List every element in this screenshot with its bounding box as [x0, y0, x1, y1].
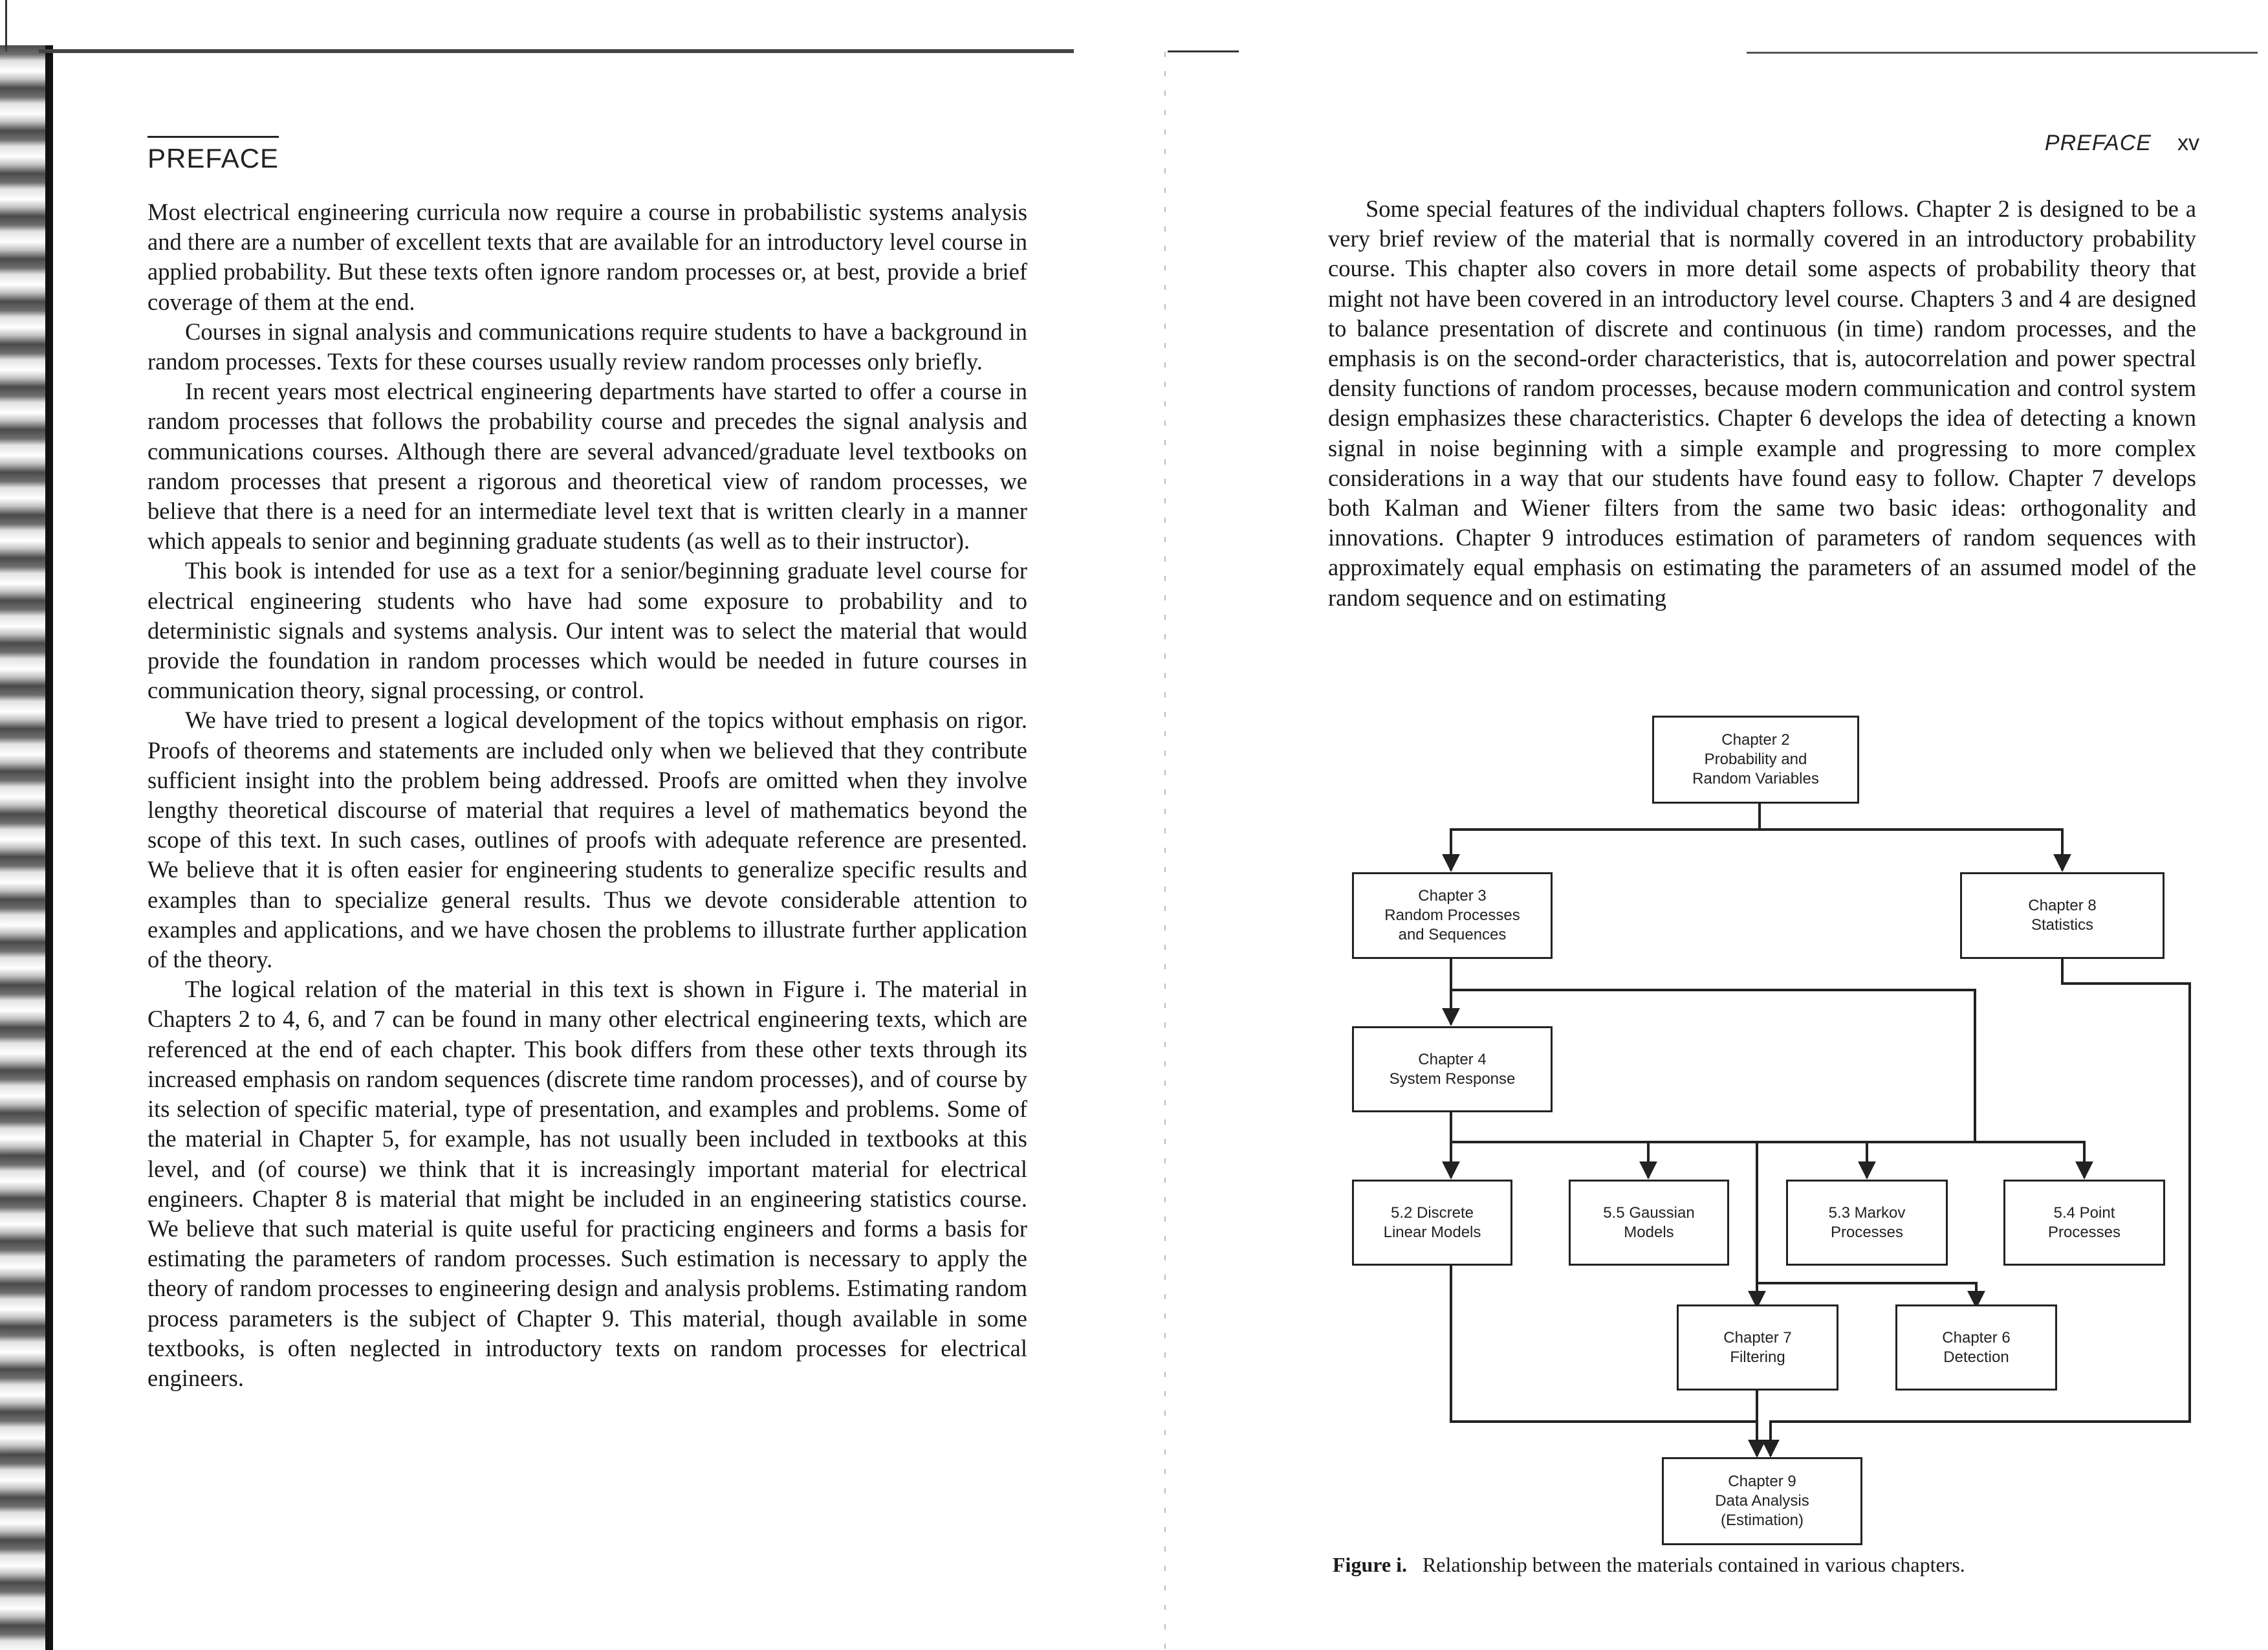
box-chapter-9 — [1662, 1457, 1862, 1545]
box-section-5-4 — [2003, 1180, 2165, 1266]
preface-paragraph-1: Most electrical engineering curricula now require a course in probabilistic systems analysis and there are a number of excellent texts that are available for an introductory level course in applied probability. But these texts often ignore random processes or, at best, provide a brief coverage of them at the end. — [147, 199, 1027, 315]
figure-caption-text: Relationship between the materials contained in various chapters. — [1422, 1553, 1965, 1576]
preface-paragraph-6: The logical relation of the material in this text is shown in Figure i. The material in Chapters 2 to 4, 6, and 7 can be found in many other electrical engineering texts, which are referenced at the end of each chapter. This book differs from these other texts through its increased emphasis on random sequences (discrete time random processes), and of course by its selection of specific material, type of presentation, and examples and problems. Some of the material in Chapter 5, for example, has not usually been included in textbooks at this level, and (of course) we think that it is increasingly important material for electrical engineers. Chapter 8 is material that might be included in an engineering statistics course. We believe that such material is quite useful for practicing engineers and forms a basis for estimating the parameters of random processes. Such estimation is necessary to apply the theory of random processes to engineering design and analysis problems. Estimating random process parameters is the subject of Chapter 9. This material, though available in some textbooks, is often neglected in introductory texts on random processes for electrical engineers. — [147, 976, 1027, 1391]
box-chapter-3 — [1352, 872, 1553, 959]
box-chapter-8 — [1960, 872, 2164, 959]
box-chapter-6 — [1895, 1304, 2057, 1391]
features-paragraph: Some special features of the individual chapters follows. Chapter 2 is designed to be a very brief review of the material that is normally covered in an introductory probability course. This chapter also covers in more detail some aspects of probability theory that might not have been covered in an introductory level course. Chapters 3 and 4 are designed to balance presentation of discrete and continuous (in time) random processes, and the emphasis is on the second-order characteristics, that is, autocorrelation and power spectral density functions of random processes, because modern communication and control system design emphasizes these characteristics. Chapter 6 develops the idea of detecting a known signal in noise beginning with a simple example and progressing to more complex considerations in a way that our students have found easy to follow. Chapter 7 develops both Kalman and Wiener filters from the same two basic ideas: orthogonality and innovations. Chapter 9 introduces estimation of parameters of random sequences with approximately equal emphasis on estimating the parameters of an assumed model of the random sequence and on estimating — [1328, 195, 2196, 611]
preface-paragraph-3: In recent years most electrical engineering departments have started to offer a course in random processes that follows the probability course and precedes the signal analysis and communications courses. Although there are several advanced/graduate level textbooks on random processes that present a rigorous and theoretical view of random processes, we believe that there is a need for an intermediate level text that is written clearly in a manner which appeals to senior and beginning graduate students (as well as to their instructor). — [147, 378, 1027, 555]
figure-caption-label: Figure i. — [1333, 1553, 1407, 1576]
edge-trunk-ch6 — [1757, 1283, 1976, 1307]
box-section-5-2-label: 5.2 Discrete Linear Models — [1383, 1204, 1481, 1241]
box-section-5-4-label: 5.4 Point Processes — [2047, 1204, 2121, 1241]
box-chapter-7-label: Chapter 7 Filtering — [1723, 1328, 1792, 1366]
figure-caption — [1333, 1553, 2238, 1577]
edge-ch2-split — [1451, 802, 1760, 870]
box-chapter-8-label: Chapter 8 Statistics — [2028, 897, 2097, 934]
preface-heading: PREFACE — [147, 136, 279, 174]
edge-ch2-ch8 — [1760, 830, 2062, 870]
box-chapter-2-label: Chapter 2 Probability and Random Variables — [1692, 731, 1819, 787]
preface-paragraph-4: This book is intended for use as a text for a senior/beginning graduate level course for electrical engineering students who have had some exposure to probability and to deterministic signals and systems analysis. Our intent was to select the material that would provide the foundation in random processes which would be needed in future courses in communication theory, signal processing, or control. — [147, 557, 1027, 704]
preface-paragraph-2: Courses in signal analysis and communications require students to have a background in random processes. Texts for these courses usually review random processes only briefly. — [147, 318, 1027, 375]
box-section-5-5-label: 5.5 Gaussian Models — [1603, 1204, 1695, 1241]
box-chapter-4 — [1352, 1026, 1553, 1112]
preface-paragraph-5: We have tried to present a logical development of the topics without emphasis on rigor. Proofs of theorems and statements are included only when we believed that they contribute sufficient insight into the problem being addressed. Proofs are omitted when they involve lengthy theoretical discourse of material that requires a level of mathematics beyond the scope of this text. In such cases, outlines of proofs with adequate reference are presented. We believe that it is often easier for engineering students to generalize specific results and examples than to specialize general results. Thus we devote considerable attention to examples and applications, and we have chosen the problems to illustrate further application of the theory. — [147, 707, 1027, 973]
edge-ch4-gaussian — [1451, 1142, 1648, 1178]
box-section-5-2 — [1352, 1180, 1512, 1266]
box-section-5-3-label: 5.3 Markov Processes — [1828, 1204, 1906, 1241]
box-section-5-5 — [1569, 1180, 1729, 1266]
box-chapter-3-label: Chapter 3 Random Processes and Sequences — [1384, 887, 1520, 943]
running-head-title: PREFACE — [2044, 131, 2152, 155]
box-chapter-7 — [1677, 1304, 1838, 1391]
box-chapter-6-label: Chapter 6 Detection — [1942, 1328, 2011, 1366]
box-chapter-2 — [1652, 716, 1859, 804]
box-chapter-4-label: Chapter 4 System Response — [1389, 1050, 1516, 1088]
box-chapter-9-label: Chapter 9 Data Analysis (Estimation) — [1715, 1473, 1809, 1529]
box-section-5-3 — [1786, 1180, 1948, 1266]
page-number: xv — [2177, 131, 2199, 155]
